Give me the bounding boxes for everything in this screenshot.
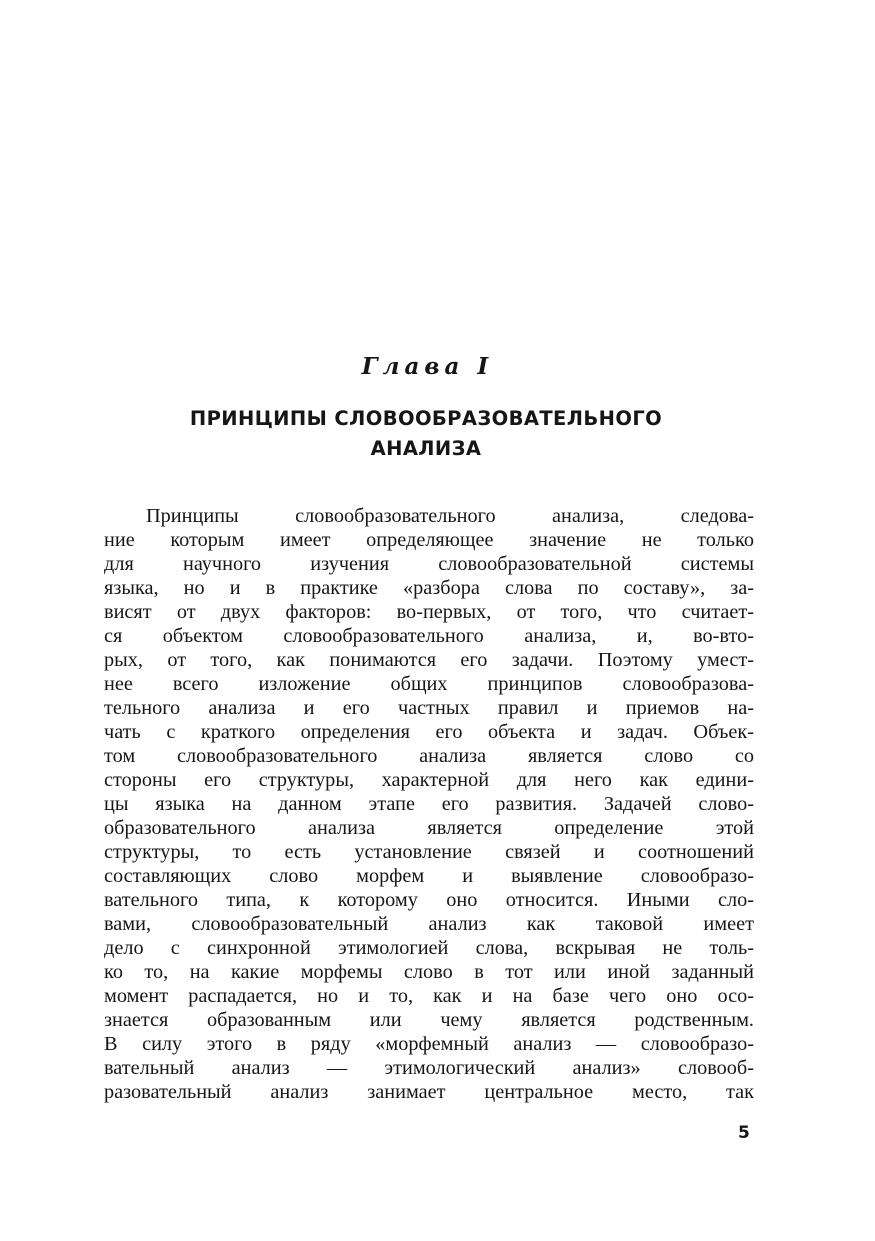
text-line: В силу этого в ряду «морфемный анализ — словообразо- (104, 1033, 754, 1055)
text-line: образовательного анализа является определение этой (104, 817, 754, 839)
text-line: ко то, на какие морфемы слово в тот или иной заданный (104, 961, 754, 983)
text-line: вами, словообразовательный анализ как таковой имеет (104, 913, 754, 935)
text-line: вательный анализ — этимологический анализ» словооб- (104, 1057, 754, 1079)
chapter-title-line-1: ПРИНЦИПЫ СЛОВООБРАЗОВАТЕЛЬНОГО (189, 407, 663, 430)
text-line: составляющих слово морфем и выявление словообразо- (104, 865, 754, 887)
text-line: знается образованным или чему является родственным. (104, 1009, 754, 1031)
text-line: тельного анализа и его частных правил и приемов на- (104, 697, 754, 719)
text-line: рых, от того, как понимаются его задачи. Поэтому умест- (104, 649, 754, 671)
text-line: цы языка на данном этапе его развития. Задачей слово- (104, 793, 754, 815)
text-line: нее всего изложение общих принципов словообразова- (104, 673, 754, 695)
text-line: стороны его структуры, характерной для него как едини- (104, 769, 754, 791)
page-number: 5 (738, 1123, 750, 1143)
text-line: висят от двух факторов: во-первых, от того, что считает- (104, 601, 754, 623)
text-line: том словообразовательного анализа является слово со (104, 745, 754, 767)
chapter-title (0, 404, 852, 464)
text-line: момент распадается, но и то, как и на базе чего оно осо- (104, 985, 754, 1007)
text-line: дело с синхронной этимологией слова, вскрывая не толь- (104, 937, 754, 959)
text-line: разовательный анализ занимает центральное место, так (104, 1081, 754, 1103)
text-line: вательного типа, к которому оно относится. Иными сло- (104, 889, 754, 911)
text-line: чать с краткого определения его объекта и задач. Объек- (104, 721, 754, 743)
text-line: ние которым имеет определяющее значение не только (104, 529, 754, 551)
body-paragraph (104, 504, 754, 1104)
text-line: для научного изучения словообразовательной системы (104, 553, 754, 575)
text-line: языка, но и в практике «разбора слова по составу», за- (104, 577, 754, 599)
text-line: ся объектом словообразовательного анализа, и, во-вто- (104, 625, 754, 647)
chapter-title-line-2: АНАЛИЗА (370, 437, 482, 460)
text-line: структуры, то есть установление связей и соотношений (104, 841, 754, 863)
text-line: Принципы словообразовательного анализа, следова- (146, 505, 754, 527)
chapter-label: Глава I (361, 353, 494, 380)
